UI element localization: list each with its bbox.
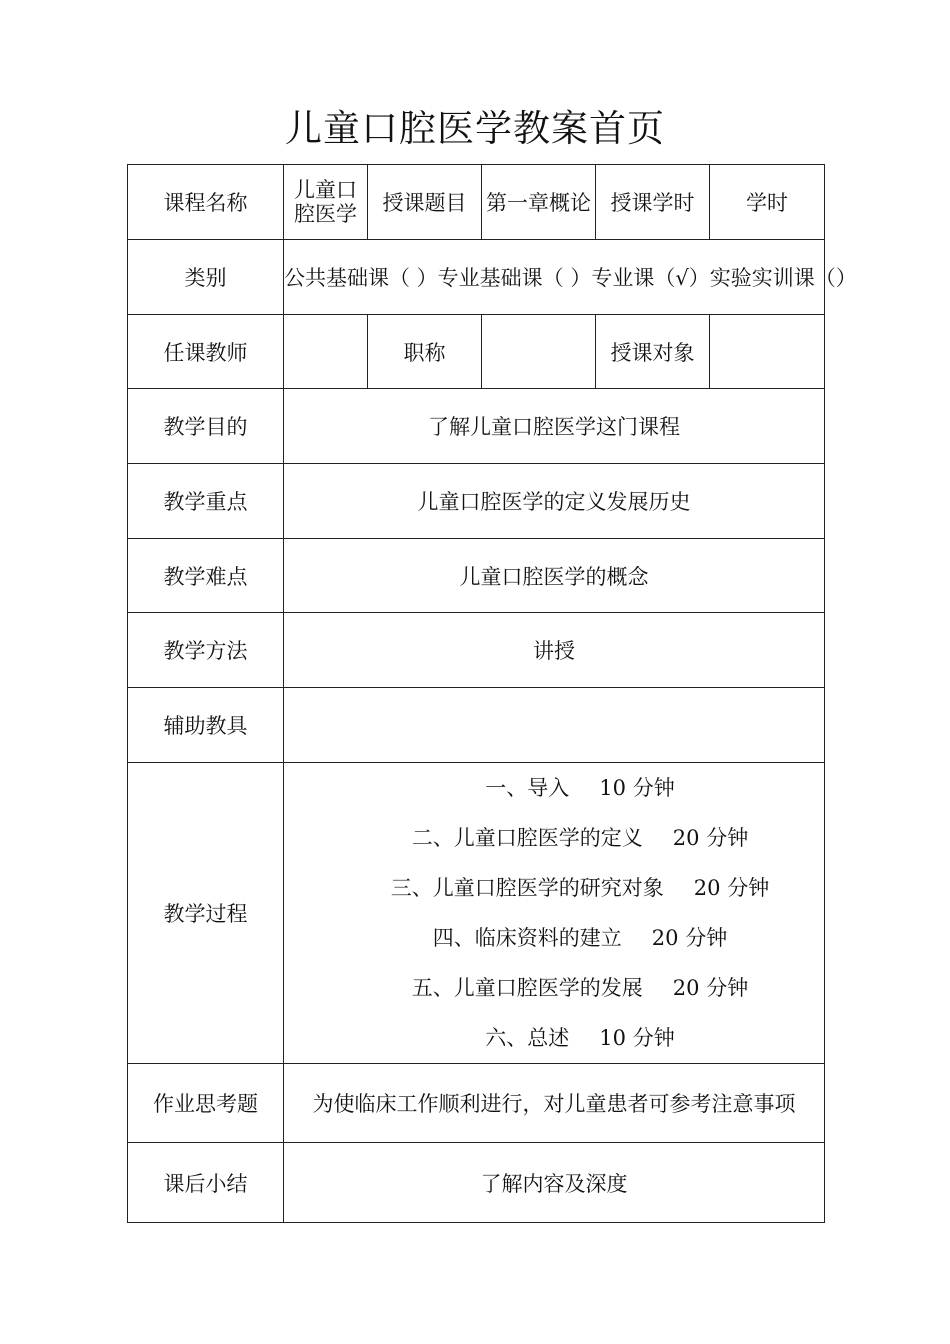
hours-value: 学时 [710, 165, 825, 240]
process-item-text: 三、儿童口腔医学的研究对象 [390, 876, 664, 900]
key-points-value: 儿童口腔医学的定义发展历史 [284, 464, 825, 539]
process-label: 教学过程 [128, 763, 284, 1064]
summary-label: 课后小结 [128, 1143, 284, 1223]
row-objective [128, 389, 825, 464]
process-item-duration: 10 分钟 [599, 1026, 675, 1050]
aids-value [284, 688, 825, 763]
process-item-duration: 20 分钟 [672, 826, 749, 850]
row-summary [128, 1143, 825, 1223]
job-title-label: 职称 [368, 315, 482, 389]
key-points-label: 教学重点 [128, 464, 284, 539]
objective-value: 了解儿童口腔医学这门课程 [284, 389, 825, 464]
page-title: 儿童口腔医学教案首页 [285, 107, 665, 150]
course-name-label: 课程名称 [128, 165, 284, 240]
category-value: 公共基础课（ ）专业基础课（ ）专业课（√）实验实训课（） [284, 240, 825, 315]
course-name-value [284, 165, 368, 240]
method-value: 讲授 [284, 613, 825, 688]
row-aids [128, 688, 825, 763]
process-item-duration: 20 分钟 [693, 876, 770, 900]
row-process [128, 763, 825, 1064]
row-category [128, 240, 825, 315]
row-key-points [128, 464, 825, 539]
row-difficulties [128, 539, 825, 613]
difficulties-value: 儿童口腔医学的概念 [284, 539, 825, 613]
process-item-duration: 20 分钟 [651, 926, 728, 950]
process-item [336, 1013, 824, 1063]
audience-label: 授课对象 [596, 315, 710, 389]
process-item [336, 763, 824, 813]
course-name-line2: 腔医学 [294, 202, 357, 226]
course-name-line1: 儿童口 [294, 178, 357, 202]
homework-label: 作业思考题 [128, 1064, 284, 1143]
aids-label: 辅助教具 [128, 688, 284, 763]
row-teacher [128, 315, 825, 389]
process-item-text: 五、儿童口腔医学的发展 [411, 976, 643, 1000]
process-item-duration: 20 分钟 [672, 976, 749, 1000]
category-label: 类别 [128, 240, 284, 315]
process-item [336, 963, 824, 1013]
difficulties-label: 教学难点 [128, 539, 284, 613]
process-item-text: 四、临床资料的建立 [432, 926, 622, 950]
row-method [128, 613, 825, 688]
objective-label: 教学目的 [128, 389, 284, 464]
topic-value: 第一章概论 [482, 165, 596, 240]
process-item-text: 六、总述 [485, 1026, 570, 1050]
audience-value [710, 315, 825, 389]
method-label: 教学方法 [128, 613, 284, 688]
process-item [336, 863, 824, 913]
hours-label: 授课学时 [596, 165, 710, 240]
process-item-text: 一、导入 [485, 776, 570, 800]
job-title-value [482, 315, 596, 389]
row-homework [128, 1064, 825, 1143]
process-item-text: 二、儿童口腔医学的定义 [411, 826, 643, 850]
process-item [336, 913, 824, 963]
process-list [284, 763, 825, 1064]
process-item [336, 813, 824, 863]
lesson-plan-table [127, 164, 857, 1223]
process-item-duration: 10 分钟 [599, 776, 675, 800]
topic-label: 授课题目 [368, 165, 482, 240]
summary-value: 了解内容及深度 [284, 1143, 825, 1223]
row-course [128, 165, 825, 240]
homework-value: 为使临床工作顺利进行，对儿童患者可参考注意事项 [284, 1064, 825, 1143]
teacher-value [284, 315, 368, 389]
teacher-label: 任课教师 [128, 315, 284, 389]
